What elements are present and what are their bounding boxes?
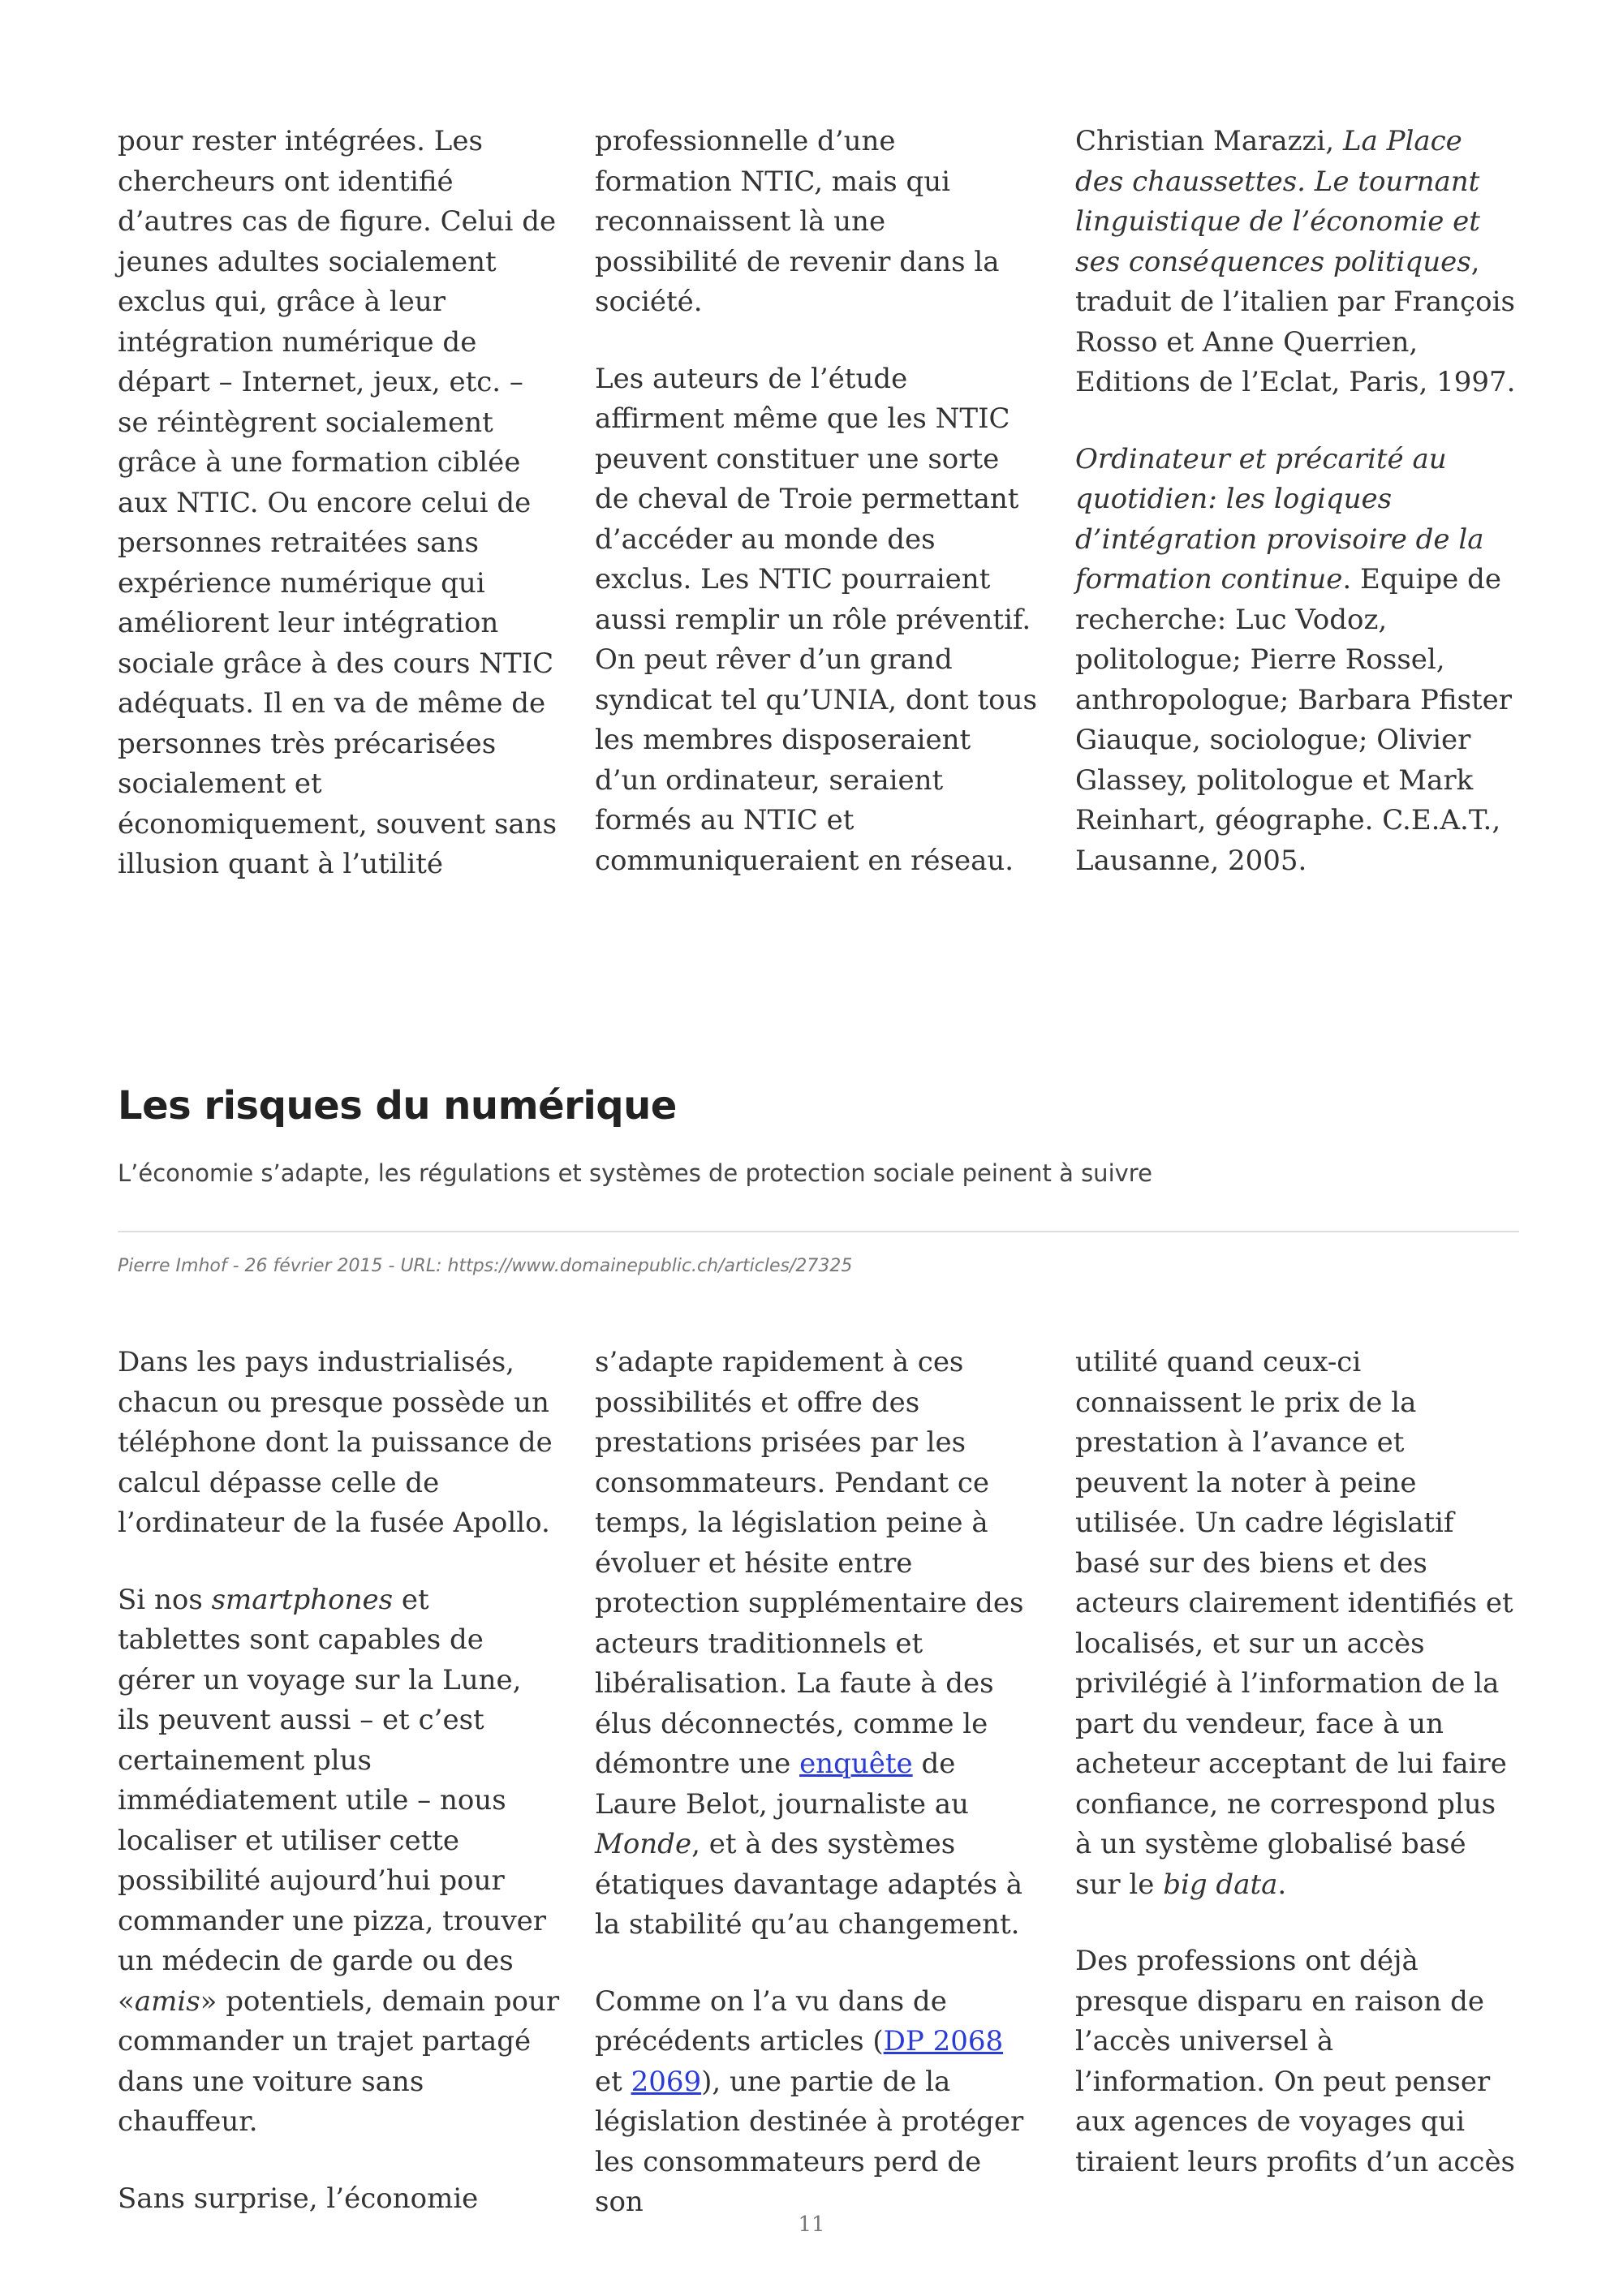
dp-2069-link[interactable]: 2069 [631,2065,702,2098]
continuation-column-1 [118,122,560,885]
text-run: Si nos [118,1583,212,1616]
emphasis: amis [134,1984,200,2018]
reference-title: Ordinateur et précarité au quotidien: les logiques d’intégration provisoire de la formation continue [1075,442,1484,595]
continuation-column-2 [595,122,1037,881]
article-column-3 [1075,1343,1518,2182]
enquete-link[interactable]: enquête [799,1748,913,1780]
text-run: et tablettes sont capables de gérer un voyage sur la Lune, ils peuvent aussi – et c’est certainement plus immédiatement utile – nous localiser et utiliser cette possibilité aujourd’hui pour commander une pizza, trouver un médecin de garde ou des « [118,1583,547,2018]
paragraph [595,1343,1037,1946]
emphasis: smartphones [211,1583,394,1616]
paragraph: Les auteurs de l’étude affirment même que les NTIC peuvent constituer une sorte de cheval de Troie permettant d’accéder au monde des exclus. Les NTIC pourraient aussi remplir un rôle préventif. On peut rêver d’un grand syndicat tel qu’UNIA, dont tous les membres disposeraient d’un ordinateur, seraient formés au NTIC et communiqueraient en réseau. [595,362,1037,877]
paragraph: pour rester intégrées. Les chercheurs ont identifié d’autres cas de figure. Celui de jeunes adultes socialement exclus qui, grâce à leur intégration numérique de départ – Internet, jeux, etc. – se réintègrent socialement grâce à une formation ciblée aux NTIC. Ou encore celui de personnes retraitées sans expérience numérique qui améliorent leur intégration sociale grâce à des cours NTIC adéquats. Il en va de même de personnes très précarisées socialement et économiquement, souvent sans illusion quant à l’utilité [118,125,558,880]
text-run: . [1277,1868,1287,1901]
text-run: utilité quand ceux-ci connaissent le prix de la prestation à l’avance et peuvent la noter à peine utilisée. Un cadre législatif basé sur des biens et des acteurs clairement identifiés et localisés, et sur un accès privilégié à l’information de la part du vendeur, face à un acheteur acceptant de lui faire confiance, ne correspond plus à un système globalisé basé sur le [1075,1346,1513,1901]
text-run: ), une partie de la législation destinée à protéger les consommateurs perd de son [595,2065,1024,2218]
paragraph: Sans surprise, l’économie [118,2182,479,2215]
article-title: Les risques du numérique [118,1083,677,1129]
paragraph [118,1580,560,2143]
emphasis: big data [1163,1868,1278,1901]
paragraph: professionnelle d’une formation NTIC, mais qui reconnaissent là une possibilité de revenir dans la société. [595,125,1000,318]
reference-details: , traduit de l’italien par François Rosso et Anne Querrien, Editions de l’Eclat, Paris, 1997. [1075,245,1516,398]
paragraph: Dans les pays industrialisés, chacun ou presque possède un téléphone dont la puissance de calcul dépasse celle de l’ordinateur de la fusée Apollo. [118,1346,553,1539]
article-column-1 [118,1343,560,2219]
text-run: et [595,2065,631,2098]
reference-author: Christian Marazzi, [1075,125,1335,157]
reference-title: La Place des chaussettes. Le tournant linguistique de l’économie et ses conséquences politiques [1075,125,1480,278]
article-column-2 [595,1343,1037,2223]
paragraph [1075,1343,1518,1905]
text-run: de Laure Belot, journaliste au [595,1748,969,1821]
reference-1 [1075,122,1518,403]
text-run: s’adapte rapidement à ces possibilités et offre des prestations prisées par les consommateurs. Pendant ce temps, la législation peine à évoluer et hésite entre protection supplémentaire des acteurs traditionnels et libéralisation. La faute à des élus déconnectés, comme le démontre une [595,1346,1024,1780]
references-column [1075,122,1518,881]
text-run: » potentiels, demain pour commander un trajet partagé dans une voiture sans chauffeur. [118,1984,560,2138]
byline: Pierre Imhof - 26 février 2015 - URL: https://www.domainepublic.ch/articles/27325 [118,1256,853,1276]
dp-2068-link[interactable]: DP 2068 [883,2025,1004,2057]
paragraph [595,1982,1037,2223]
emphasis: Monde [595,1828,692,1860]
page-number: 11 [798,2212,825,2237]
article-subtitle: L’économie s’adapte, les régulations et systèmes de protection sociale peinent à suivre [118,1159,1152,1187]
divider [118,1231,1519,1232]
reference-2 [1075,440,1518,882]
text-run: , et à des systèmes étatiques davantage adaptés à la stabilité qu’au changement. [595,1828,1023,1941]
paragraph: Des professions ont déjà presque disparu en raison de l’accès universel à l’information. On peut penser aux agences de voyages qui tiraient leurs profits d’un accès [1075,1945,1516,2178]
text-run: Comme on l’a vu dans de précédents articles ( [595,1984,947,2057]
reference-details: . Equipe de recherche: Luc Vodoz, politologue; Pierre Rossel, anthropologue; Barbara Pfister Giauque, sociologue; Olivier Glassey, politologue et Mark Reinhart, géographe. C.E.A.T., Lausanne, 2005. [1075,563,1512,877]
